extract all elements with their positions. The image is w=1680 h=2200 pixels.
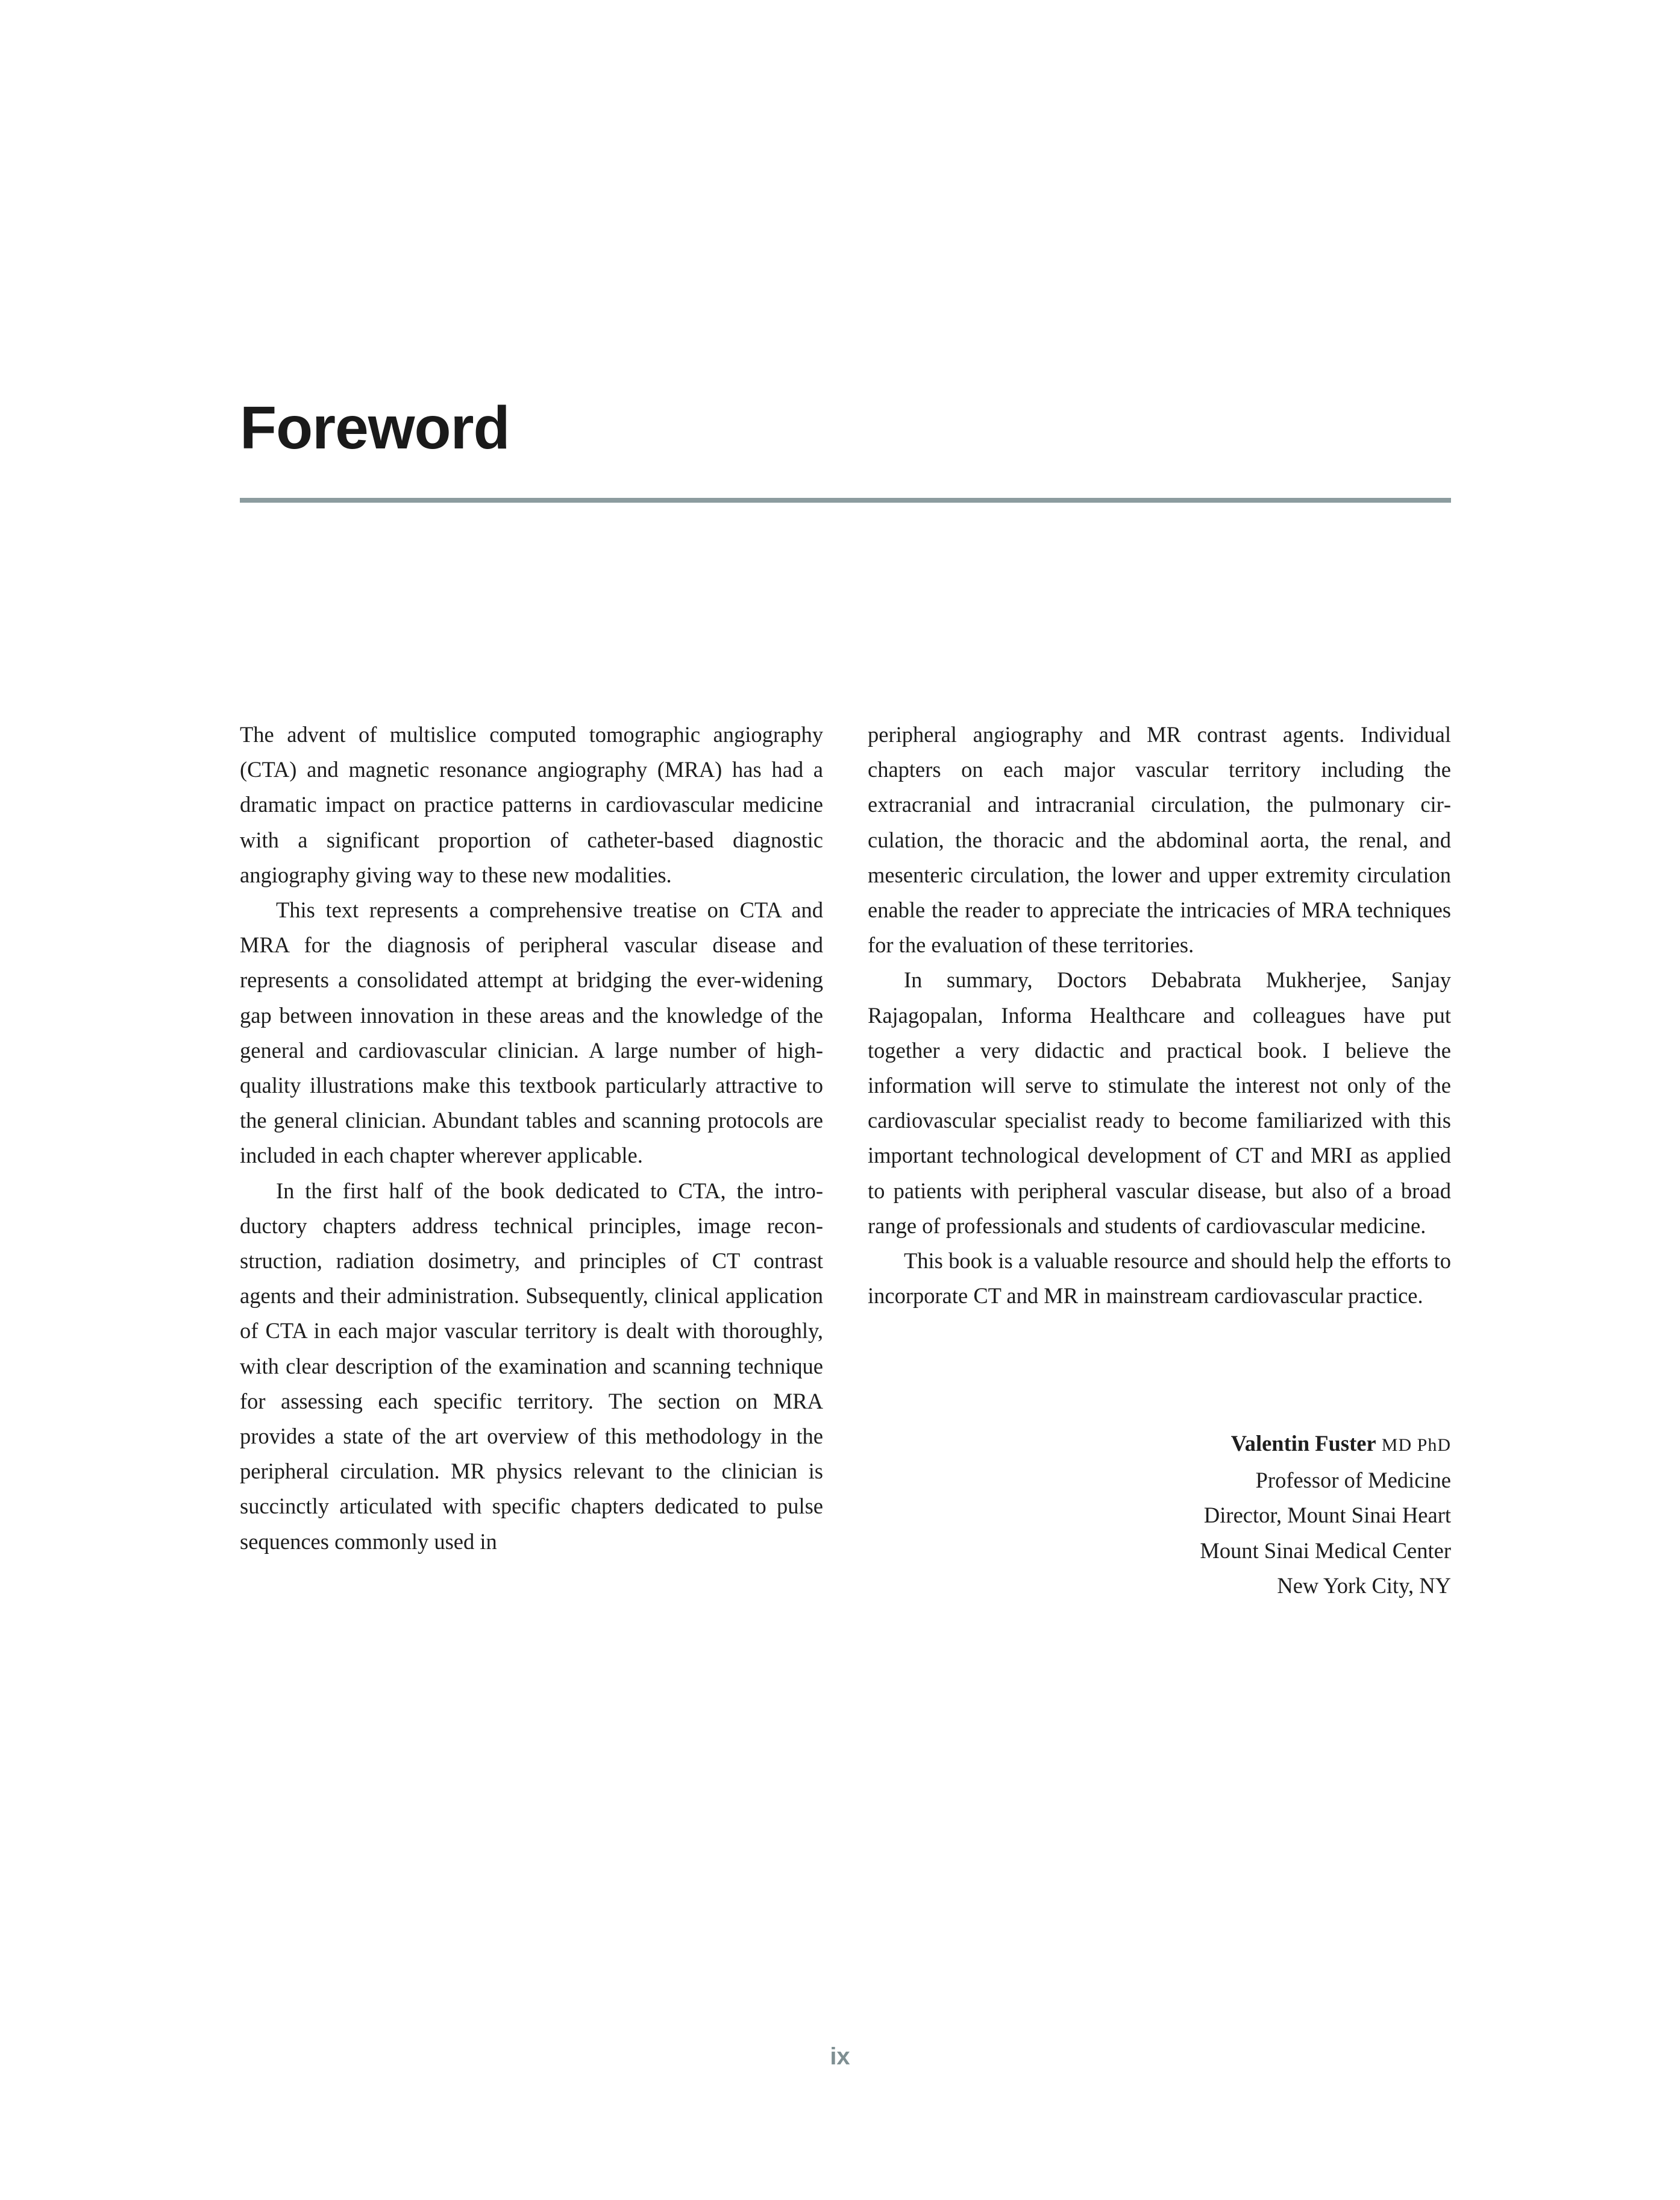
paragraph: This book is a valuable resource and should help the efforts to incorporate CT and MR in mainstream cardiovascular practice. [868, 1248, 1451, 1309]
paragraph: In the first half of the book dedicated to CTA, the introductory chapters address technical principles, image reconstruction, radiation dosimetry, and principles of CT contrast agents and their administration. Subsequently, clinical application of CTA in each major vascular territory is dealt with thoroughly, with clear description of the examination and scanning technique for assessing each specific territory. The section on MRA provides a state of the art overview of this methodology in the peripheral circulation. MR physics relevant to the clinician is succinctly articulated with specific chapters dedicated to pulse sequences commonly used in [240, 1178, 823, 1554]
paragraph: The advent of multislice computed tomographic angiography (CTA) and magnetic resonance angiography (MRA) has had a dramatic impact on practice patterns in cardiovascular medicine with a significant proportion of catheter-based diagnostic angiography giving way to these new modalities. [240, 722, 823, 887]
signature-credentials: MD PhD [1381, 1435, 1451, 1455]
page-title: Foreword [240, 394, 510, 462]
right-column [868, 717, 1451, 1313]
paragraph: This text represents a comprehensive treatise on CTA and MRA for the diagnosis of peripheral vascular disease and represents a consolidated attempt at bridging the ever-widening gap between innovation in these areas and the knowledge of the general and cardiovascular clinician. A large number of high-quality illustrations make this textbook particularly attractive to the general clinician. Abundant tables and scanning protocols are included in each chapter wherever applicable. [240, 897, 823, 1168]
signature-line: New York City, NY [1277, 1573, 1451, 1598]
paragraph: In summary, Doctors Debabrata Mukherjee, Sanjay Rajagopalan, Informa Healthcare and colleagues have put together a very didactic and practical book. I believe the information will serve to stimulate the interest not only of the cardiovascular specialist ready to become familiarized with this important technological development of CT and MRI as applied to patients with peripheral vascular disease, but also of a broad range of professionals and students of cardiovascular medicine. [868, 967, 1451, 1238]
signature-name: Valentin Fuster [1230, 1431, 1376, 1456]
paragraph: peripheral angiography and MR contrast agents. Individual chapters on each major vascular territory including the extracranial and intracranial circulation, the pulmonary circulation, the thoracic and the abdominal aorta, the renal, and mesenteric circulation, the lower and upper extremity circulation enable the reader to appreciate the intricacies of MRA techniques for the evaluation of these territories. [868, 722, 1451, 958]
signature-block [1200, 1426, 1451, 1603]
title-rule [240, 498, 1451, 503]
page-number: ix [830, 2043, 850, 2070]
signature-line: Mount Sinai Medical Center [1200, 1538, 1451, 1563]
signature-line: Director, Mount Sinai Heart [1203, 1503, 1451, 1528]
signature-line: Professor of Medicine [1255, 1468, 1451, 1493]
left-column [240, 717, 823, 1559]
signature-name-line [1200, 1426, 1451, 1463]
